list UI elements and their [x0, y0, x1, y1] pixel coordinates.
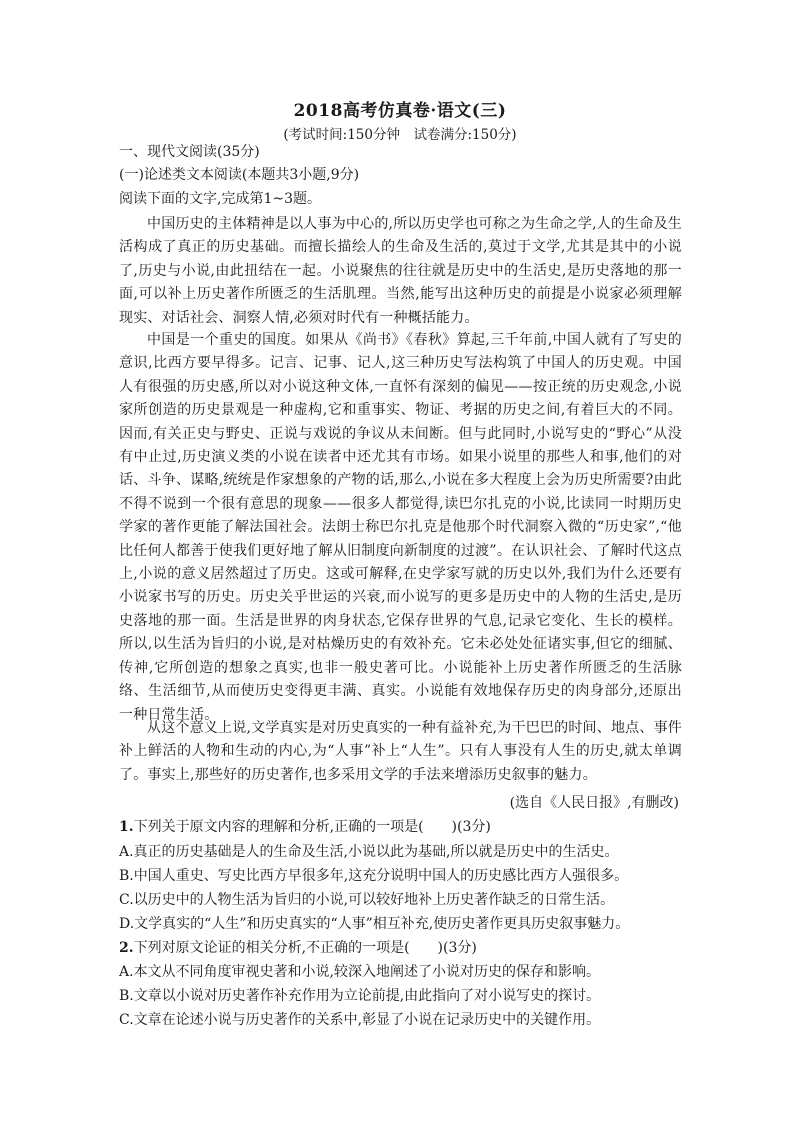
question-1-text: 下列关于原文内容的理解和分析,正确的一项是( )(3分) — [133, 819, 491, 835]
section-subheading: (一)论述类文本阅读(本题共3小题,9分) — [119, 167, 360, 183]
section-heading: 一、现代文阅读(35分) — [119, 144, 260, 160]
exam-subtitle: (考试时间:150分钟 试卷满分:150分) — [283, 127, 517, 143]
question-2-stem — [119, 938, 679, 958]
question-2-text: 下列对原文论证的相关分析,不正确的一项是( )(3分) — [133, 940, 477, 956]
question-2-option-a: A.本文从不同角度审视史著和小说,较深入地阐述了小说对历史的保存和影响。 — [119, 964, 601, 980]
passage-paragraph-2: 中国是一个重史的国度。如果从《尚书》《春秋》算起,三千年前,中国人就有了写史的意识,比西方要早得多。记言、记事、记人,这三种历史写法构筑了中国人的历史观。中国人有很强的历史感,所以对小说这种文体,一直怀有深刻的偏见——按正统的历史观念,小说家所创造的历史景观是一种虚构,它和重事实、物证、考据的历史之间,有着巨大的不同。因而,有关正史与野史、正说与戏说的争议从未间断。但与此同时,小说写史的“野心”从没有中止过,历史演义类的小说在读者中还尤其有市场。如果小说里的那些人和事,他们的对话、斗争、谋略,统统是作家想象的产物的话,那么,小说在多大程度上会为历史所需要?由此不得不说到一个很有意思的现象——很多人都觉得,读巴尔扎克的小说,比读同一时期历史学家的著作更能了解法国社会。法朗士称巴尔扎克是他那个时代洞察入微的“历史家”,“他比任何人都善于使我们更好地了解从旧制度向新制度的过渡”。在认识社会、了解时代这点上,小说的意义居然超过了历史。这或可解释,在史学家写就的历史以外,我们为什么还要有小说家书写的历史。历史关乎世运的兴衰,而小说写的更多是历史中的人物的生活史,是历史落地的那一面。生活是世界的肉身状态,它保存世界的气息,记录它变化、生长的模样。所以,以生活为旨归的小说,是对枯燥历史的有效补充。它未必处处征诸实事,但它的细腻、传神,它所创造的想象之真实,也非一般史著可比。小说能补上历史著作所匮乏的生活脉络、生活细节,从而使历史变得更丰满、真实。小说能有效地保存历史的肉身部分,还原出一种日常生活。 — [119, 332, 682, 723]
question-1-number: 1. — [119, 819, 134, 835]
question-1-option-c: C.以历史中的人物生活为旨归的小说,可以较好地补上历史著作缺乏的日常生活。 — [119, 892, 615, 908]
reading-instruction: 阅读下面的文字,完成第1~3题。 — [119, 191, 321, 207]
question-1-stem — [119, 817, 679, 837]
passage-paragraph-3: 从这个意义上说,文学真实是对历史真实的一种有益补充,为干巴巴的时间、地点、事件补上鲜活的人物和生动的内心,为“人事”补上“人生”。只有人事没有人生的历史,就太单调了。事实上,那些好的历史著作,也多采用文学的手法来增添历史叙事的魅力。 — [119, 720, 682, 783]
question-1-option-b: B.中国人重史、写史比西方早很多年,这充分说明中国人的历史感比西方人强很多。 — [119, 868, 629, 884]
exam-title: 2018高考仿真卷·语文(三) — [293, 101, 507, 121]
passage-source: (选自《人民日报》,有删改) — [509, 795, 679, 811]
question-2-number: 2. — [119, 940, 134, 956]
question-2-option-b: B.文章以小说对历史著作补充作用为立论前提,由此指向了对小说写史的探讨。 — [119, 988, 601, 1004]
passage-paragraph-1: 中国历史的主体精神是以人事为中心的,所以历史学也可称之为生命之学,人的生命及生活构成了真正的历史基础。而擅长描绘人的生命及生活的,莫过于文学,尤其是其中的小说了,历史与小说,由此扭结在一起。小说聚焦的往往就是历史中的生活史,是历史落地的那一面,可以补上历史著作所匮乏的生活肌理。当然,能写出这种历史的前提是小说家必须理解现实、对话社会、洞察人情,必须对时代有一种概括能力。 — [119, 216, 682, 326]
question-1-option-d: D.文学真实的“人生”和历史真实的“人事”相互补充,使历史著作更具历史叙事魅力。 — [119, 916, 630, 932]
question-1-option-a: A.真正的历史基础是人的生命及生活,小说以此为基础,所以就是历史中的生活史。 — [119, 844, 619, 860]
question-2-option-c: C.文章在论述小说与历史著作的关系中,彰显了小说在记录历史中的关键作用。 — [119, 1012, 601, 1028]
